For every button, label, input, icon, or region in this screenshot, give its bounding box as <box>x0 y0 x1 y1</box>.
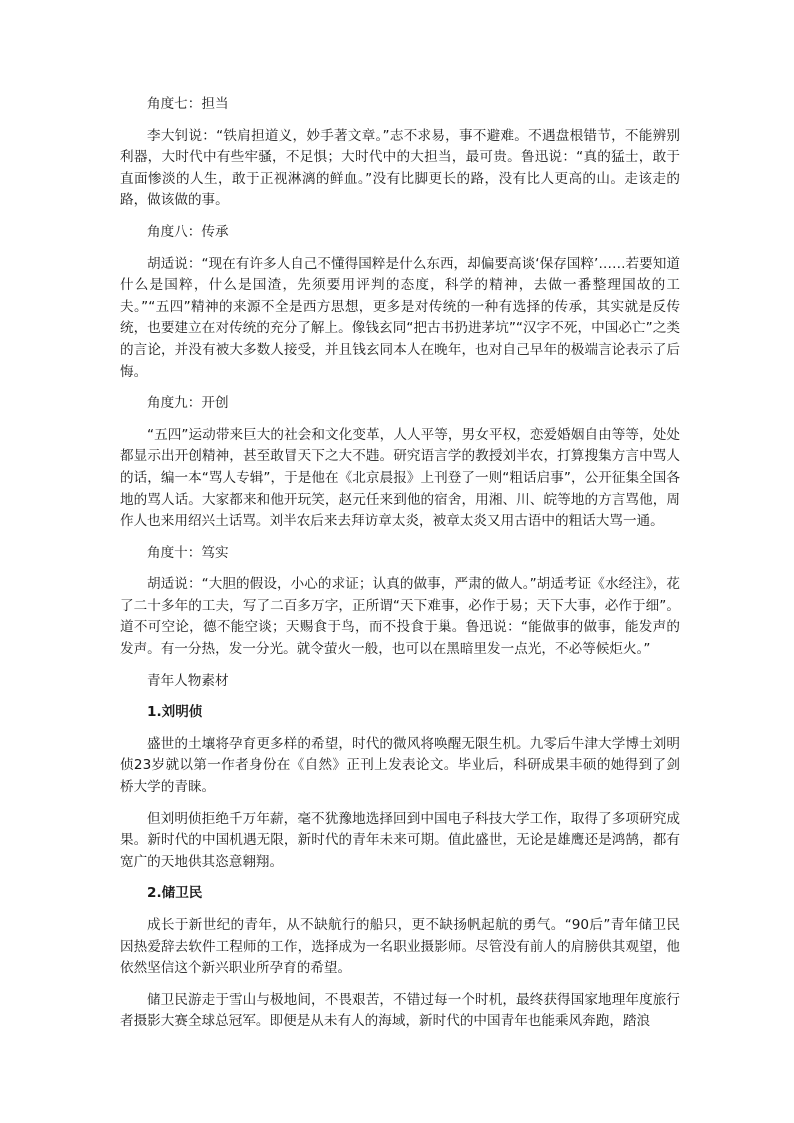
person-heading-liu-mingzhen: 1.刘明侦 <box>147 704 203 721</box>
section-heading-8: 角度八：传承 <box>147 223 229 240</box>
section-9-paragraph: “五四”运动带来巨大的社会和文化变革，人人平等，男女平权，恋爱婚姻自由等等，处处都显示出开创精神，甚至敢冒天下之大不韪。研究语言学的教授刘半农，打算搜集方言中骂人的话，编一本“骂人专辑”，于是他在《北京晨报》上刊登了一则“粗话启事”，公开征集全国各地的骂人话。大家都来和他开玩笑，赵元任来到他的宿舍，用湘、川、皖等地的方言骂他，周作人也来用绍兴土话骂。刘半农后来去拜访章太炎，被章太炎又用古语中的粗话大骂一通。 <box>120 426 680 530</box>
section-heading-10: 角度十：笃实 <box>147 544 229 561</box>
section-8-paragraph: 胡适说：“现在有许多人自己不懂得国粹是什么东西，却偏要高谈‘保存国粹’……若要知道什么是国粹，什么是国渣，先须要用评判的态度，科学的精神，去做一番整理国故的工夫。”“五四”精神的来源不全是西方思想，更多是对传统的一种有选择的传承，其实就是反传统，也要建立在对传统的充分了解上。像钱玄同“把古书扔进茅坑”“汉字不死，中国必亡”之类的言论，并没有被大多数人接受，并且钱玄同本人在晚年，也对自己早年的极端言论表示了后悔。 <box>120 255 680 380</box>
section-10-paragraph: 胡适说：“大胆的假设，小心的求证；认真的做事，严肃的做人。”胡适考证《水经注》，花了二十多年的工夫，写了二百多万字，正所谓“天下难事，必作于易；天下大事，必作于细”。道不可空论，德不能空谈；天赐食于鸟，而不投食于巢。鲁迅说：“能做事的做事，能发声的发声。有一分热，发一分光。就令萤火一般，也可以在黑暗里发一点光，不必等候炬火。” <box>120 576 680 658</box>
section-heading-9: 角度九：开创 <box>147 395 229 412</box>
section-7-paragraph: 李大钊说：“铁肩担道义，妙手著文章。”志不求易，事不避难。不遇盘根错节，不能辨别利器，大时代中有些牢骚，不足惧；大时代中的大担当，最可贵。鲁迅说：“真的猛士，敢于直面惨淡的人生，敢于正视淋漓的鲜血。”没有比脚更长的路，没有比人更高的山。走该走的路，做该做的事。 <box>120 127 680 209</box>
section-heading-7: 角度七：担当 <box>147 96 229 112</box>
person-heading-chu-weimin: 2.储卫民 <box>147 885 203 902</box>
person-1-paragraph-2: 但刘明侦拒绝千万年薪，毫不犹豫地选择回到中国电子科技大学工作，取得了多项研究成果。新时代的中国机遇无限，新时代的青年未来可期。值此盛世，无论是雄鹰还是鸿鹄，都有宽广的天地供其恣意翱翔。 <box>120 810 680 870</box>
person-1-paragraph-1: 盛世的土壤将孕育更多样的希望，时代的微风将唤醒无限生机。九零后牛津大学博士刘明侦23岁就以第一作者身份在《自然》正刊上发表论文。毕业后，科研成果丰硕的她得到了剑桥大学的青睐。 <box>120 735 680 796</box>
person-2-paragraph-2: 储卫民游走于雪山与极地间，不畏艰苦，不错过每一个时机，最终获得国家地理年度旅行者摄影大赛全球总冠军。即便是从未有人的海域，新时代的中国青年也能乘风奔跑，踏浪 <box>120 991 680 1030</box>
materials-title: 青年人物素材 <box>147 672 229 689</box>
person-2-paragraph-1: 成长于新世纪的青年，从不缺航行的船只，更不缺扬帆起航的勇气。“90后”青年储卫民因热爱辞去软件工程师的工作，选择成为一名职业摄影师。尽管没有前人的肩膀供其观望，他依然坚信这个新兴职业所孕育的希望。 <box>120 917 680 977</box>
